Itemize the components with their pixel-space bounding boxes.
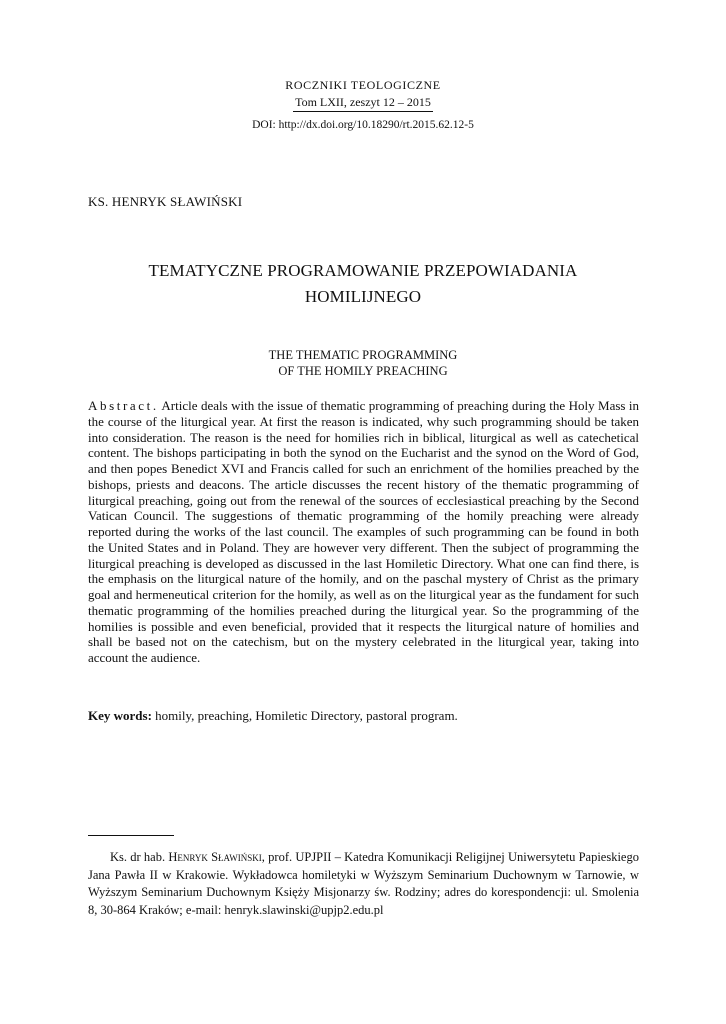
abstract-label: Abstract. <box>88 398 159 413</box>
keywords-text: homily, preaching, Homiletic Directory, pastoral program. <box>151 708 458 723</box>
journal-name: ROCZNIKI TEOLOGICZNE <box>285 78 441 92</box>
english-title-line-1: THE THEMATIC PROGRAMMING <box>268 348 458 362</box>
footnote-prefix: Ks. dr hab. <box>110 850 169 864</box>
article-title <box>0 258 726 310</box>
abstract <box>88 398 639 666</box>
article-title-line-2: HOMILIJNEGO <box>304 287 422 306</box>
footnote-text: , prof. UPJPII – Katedra Komunikacji Religijnej Uniwersytetu Papieskiego Jana Pawła II w Krakowie. Wykładowca homiletyki w Wyższym Seminarium Duchownym w Tarnowie, w Wyższym Seminarium Duchownym Księży Misjonarzy św. Rodziny; adres do korespondencji: ul. Smolenia 8, 30-864 Kraków; e-mail: henryk.slawinski@upjp2.edu.pl <box>88 850 639 917</box>
journal-volume: Tom LXII, zeszyt 12 – 2015 <box>293 95 433 112</box>
keywords <box>88 708 639 724</box>
english-title <box>0 348 726 379</box>
doi-link[interactable]: DOI: http://dx.doi.org/10.18290/rt.2015.62.12-5 <box>252 119 474 131</box>
footnote-divider <box>88 835 174 836</box>
english-title-line-2: OF THE HOMILY PREACHING <box>278 363 448 378</box>
author-name: KS. HENRYK SŁAWIŃSKI <box>88 194 243 209</box>
footnote-author-name: Henryk Sławiński <box>168 850 262 864</box>
author-footnote <box>88 849 639 919</box>
journal-header <box>0 78 726 133</box>
abstract-text: Article deals with the issue of thematic programming of preaching during the Holy Mass in the course of the liturgical year. At first the reason is indicated, why such programming should be taken into consideration. The reason is the need for homilies rich in biblical, liturgical as well as catechetical content. The bishops participating in both the synod on the Eucharist and the synod on the Word of God, and then popes Benedict XVI and Francis called for such an enrichment of the homilies preached by the bishops, priests and deacons. The article discusses the recent history of the thematic programming of liturgical preaching, going out from the renewal of the sources of ecclesiastical preaching by the Second Vatican Council. The suggestions of thematic programming of the homily preaching were already reported during the works of the last council. The examples of such programming can be found in both the United States and in Poland. They are however very different. Then the subject of programming the liturgical preaching is developed as discussed in the last Homiletic Directory. What one can find there, is the emphasis on the liturgical nature of the homily, and on the paschal mystery of Christ as the primary goal and hermeneutical criterion for the homily, as well as on the liturgical year as the fundament for such thematic programming of the homilies preached during the liturgical year. So the programming of the homilies is possible and even beneficial, provided that it respects the liturgical nature of homilies and shall be based not on the catechism, but on the mystery celebrated in the liturgical year, taking into account the audience. <box>88 398 639 665</box>
keywords-label: Key words: <box>88 708 152 723</box>
article-title-line-1: TEMATYCZNE PROGRAMOWANIE PRZEPOWIADANIA <box>148 261 578 280</box>
